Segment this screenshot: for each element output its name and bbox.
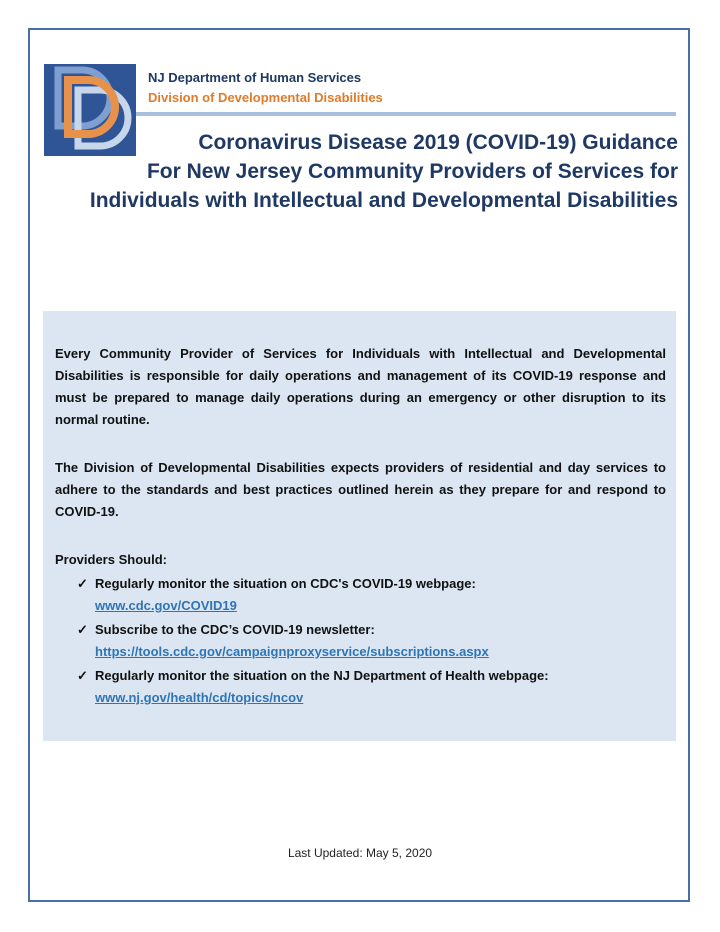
header-divider	[136, 112, 676, 116]
title-line-1: Coronavirus Disease 2019 (COVID-19) Guidance	[198, 131, 678, 154]
list-item	[77, 665, 666, 709]
providers-heading: Providers Should:	[55, 552, 167, 567]
responsibility-paragraph: Every Community Provider of Services for Individuals with Intellectual and Developmental Disabilities is responsible for daily operations and management of its COVID-19 response and must be prepared to manage daily operations during an emergency or other disruption to its normal routine.	[55, 346, 666, 427]
expectations-paragraph: The Division of Developmental Disabilities expects providers of residential and day services to adhere to the standards and best practices outlined herein as they prepare for and respond to COVID-19.	[55, 460, 666, 519]
nj-health-link[interactable]: www.nj.gov/health/cd/topics/ncov	[95, 690, 304, 705]
list-item-text: Regularly monitor the situation on CDC's COVID-19 webpage:	[95, 576, 476, 591]
list-item	[77, 573, 666, 617]
cdc-covid-link[interactable]: www.cdc.gov/COVID19	[95, 598, 237, 613]
guidance-panel	[43, 311, 676, 741]
cdc-newsletter-link[interactable]: https://tools.cdc.gov/campaignproxyservice/subscriptions.aspx	[95, 644, 489, 659]
checkmark-icon: ✓	[77, 576, 88, 591]
title-line-2: For New Jersey Community Providers of Services for	[146, 160, 678, 183]
division-name: Division of Developmental Disabilities	[148, 90, 383, 105]
document-title	[60, 128, 678, 215]
list-item-text: Regularly monitor the situation on the NJ Department of Health webpage:	[95, 668, 549, 683]
checkmark-icon: ✓	[77, 622, 88, 637]
checkmark-icon: ✓	[77, 668, 88, 683]
title-line-3: Individuals with Intellectual and Developmental Disabilities	[89, 189, 678, 212]
list-item-text: Subscribe to the CDC’s COVID-19 newsletter:	[95, 622, 375, 637]
list-item	[77, 619, 666, 663]
organization-header	[148, 68, 383, 108]
provider-checklist	[55, 573, 666, 709]
last-updated: Last Updated: May 5, 2020	[287, 846, 433, 860]
department-name: NJ Department of Human Services	[148, 70, 362, 85]
